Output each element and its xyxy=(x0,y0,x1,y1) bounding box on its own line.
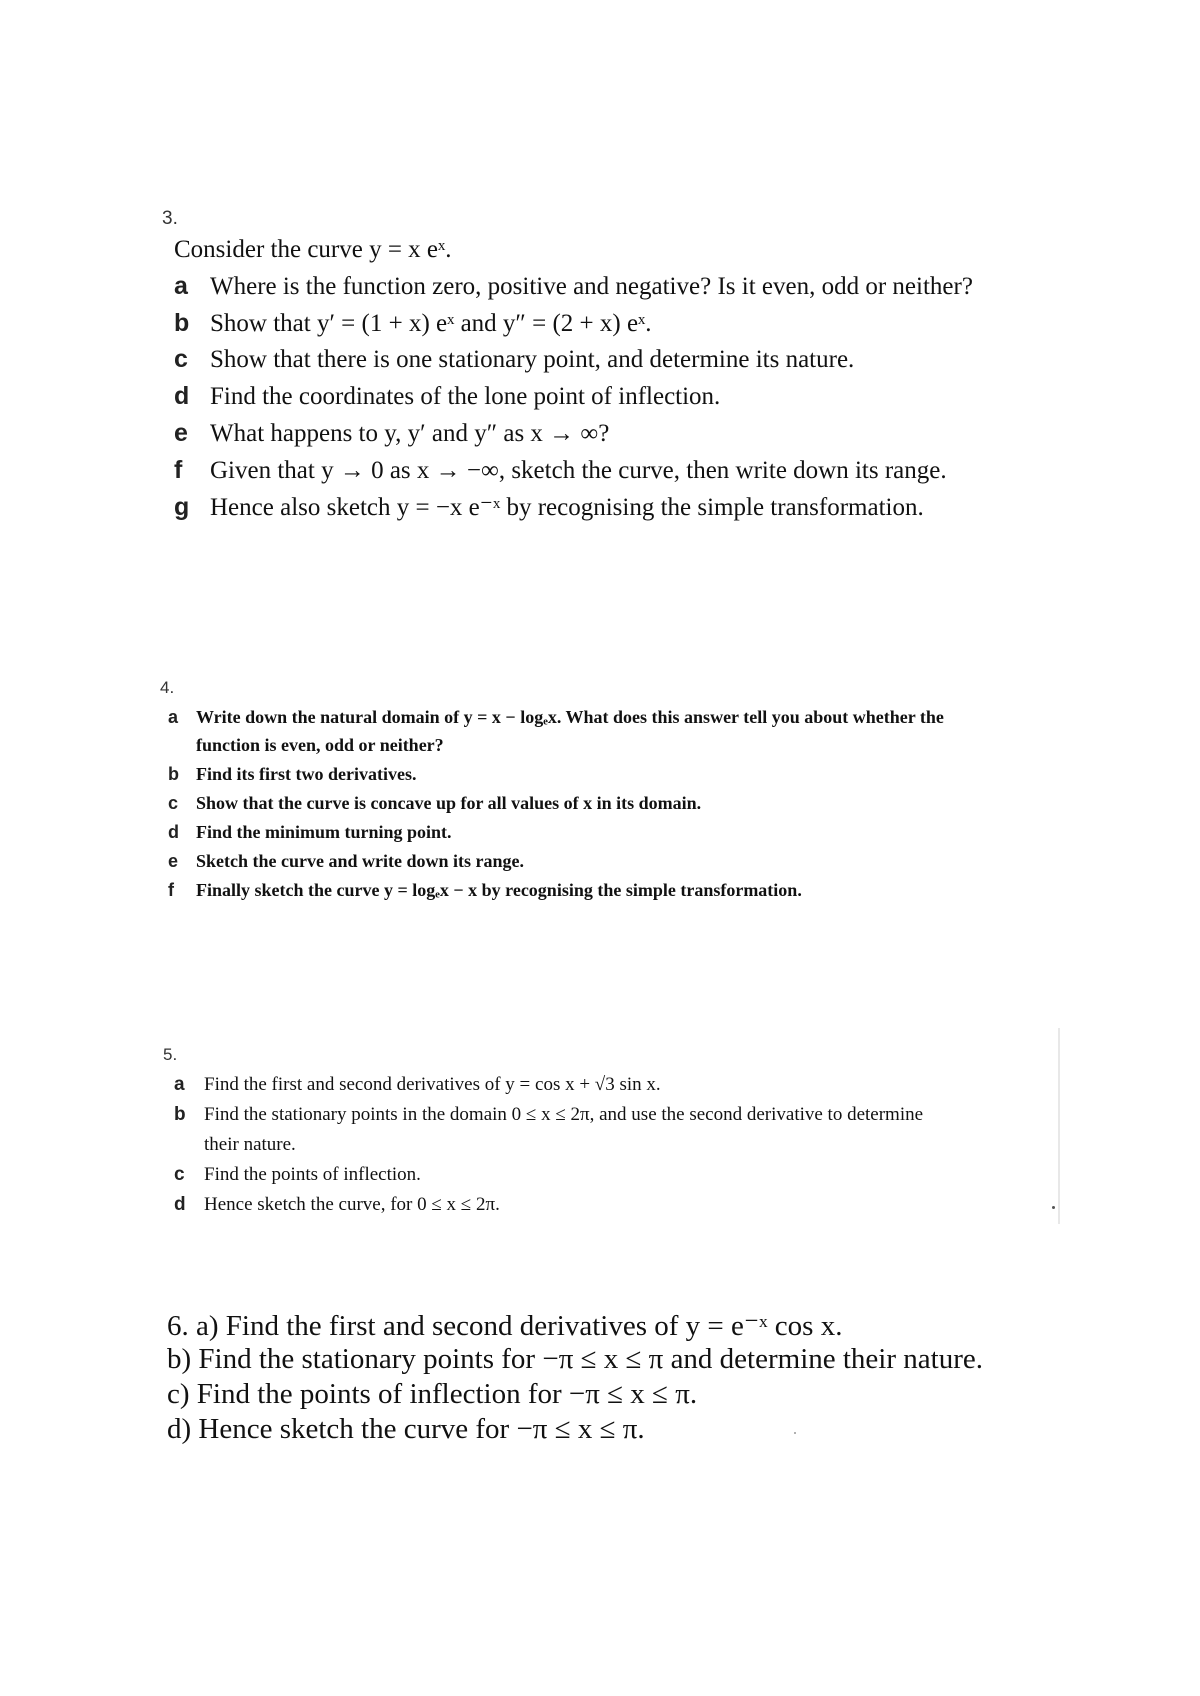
part-label: a xyxy=(174,1074,185,1095)
part-label: c xyxy=(174,345,188,373)
part-text: Find the points of inflection. xyxy=(204,1164,421,1185)
question-3-part-b xyxy=(174,309,652,338)
part-label: a xyxy=(174,272,188,300)
part-label: d xyxy=(174,382,190,410)
part-label: e xyxy=(168,851,179,871)
question-5-part-d xyxy=(174,1194,500,1216)
part-label: b xyxy=(174,309,190,337)
part-text: 6. a) Find the first and second derivatives of y = e⁻ˣ cos x. xyxy=(167,1310,843,1342)
question-4-part-e xyxy=(168,851,524,872)
question-4-part-a xyxy=(168,707,944,728)
question-3-intro xyxy=(174,236,452,264)
question-5-part-b xyxy=(174,1104,923,1126)
question-6-line-a xyxy=(167,1308,842,1343)
part-label: b xyxy=(168,764,179,784)
part-text: Where is the function zero, positive and negative? Is it even, odd or neither? xyxy=(210,273,973,300)
part-label: f xyxy=(168,880,174,900)
question-5-part-b-cont xyxy=(174,1134,296,1156)
part-text: function is even, odd or neither? xyxy=(196,735,444,755)
part-text: Find the minimum turning point. xyxy=(196,822,452,842)
question-3-intro-text: Consider the curve y = x eˣ. xyxy=(174,236,452,263)
question-4-part-a-cont xyxy=(168,735,444,756)
question-3-part-d xyxy=(174,382,720,411)
question-3-part-g xyxy=(174,492,924,522)
part-text: b) Find the stationary points for −π ≤ x ≤ π and determine their nature. xyxy=(167,1343,983,1375)
part-label: a xyxy=(168,707,179,727)
part-label: d xyxy=(168,822,179,842)
question-4-part-c xyxy=(168,793,701,814)
part-text: Find the stationary points in the domain 0 ≤ x ≤ 2π, and use the second derivative to determine xyxy=(204,1104,924,1125)
part-label: c xyxy=(174,1164,185,1185)
part-text: Finally sketch the curve y = logₑx − x by recognising the simple transformation. xyxy=(196,880,802,900)
part-text: Hence sketch the curve, for 0 ≤ x ≤ 2π. xyxy=(204,1194,500,1215)
part-text: d) Hence sketch the curve for −π ≤ x ≤ π. xyxy=(167,1413,645,1445)
question-4-number: 4. xyxy=(160,678,175,697)
part-label: d xyxy=(174,1194,186,1215)
part-text: Write down the natural domain of y = x − logₑx. What does this answer tell you about whether the xyxy=(196,707,944,727)
part-text: Find its first two derivatives. xyxy=(196,764,417,784)
part-text: Show that y′ = (1 + x) eˣ and y″ = (2 + x) eˣ. xyxy=(210,310,652,337)
part-text: Given that y → 0 as x → −∞, sketch the curve, then write down its range. xyxy=(210,457,947,484)
question-3-number: 3. xyxy=(162,208,178,229)
question-5-number: 5. xyxy=(163,1045,178,1064)
part-text: Hence also sketch y = −x e⁻ˣ by recognising the simple transformation. xyxy=(210,494,924,521)
question-5-part-a xyxy=(174,1074,661,1096)
part-label: b xyxy=(174,1104,186,1125)
part-text: their nature. xyxy=(204,1134,296,1155)
question-3-part-e xyxy=(174,419,609,448)
part-text: Find the coordinates of the lone point of inflection. xyxy=(210,383,721,410)
question-6-line-d xyxy=(167,1413,645,1446)
question-3-part-c xyxy=(174,345,854,374)
part-label: f xyxy=(174,456,183,484)
question-4-part-b xyxy=(168,764,416,785)
part-text: What happens to y, y′ and y″ as x → ∞? xyxy=(210,420,610,447)
part-text: c) Find the points of inflection for −π ≤ x ≤ π. xyxy=(167,1378,698,1410)
part-label: e xyxy=(174,419,188,447)
question-4-part-d xyxy=(168,822,452,843)
part-label: g xyxy=(174,493,190,521)
question-3-part-f xyxy=(174,456,947,485)
scan-speck xyxy=(794,1432,796,1434)
question-4-part-f xyxy=(168,880,802,901)
part-text: Find the first and second derivatives of y = cos x + √3 sin x. xyxy=(204,1074,661,1095)
question-6-line-c xyxy=(167,1378,697,1411)
scan-speck xyxy=(1052,1206,1055,1209)
question-3-part-a xyxy=(174,272,973,301)
question-6-line-b xyxy=(167,1343,983,1376)
part-text: Show that the curve is concave up for all values of x in its domain. xyxy=(196,793,702,813)
question-5-part-c xyxy=(174,1164,421,1186)
part-label: c xyxy=(168,793,179,813)
part-text: Show that there is one stationary point, and determine its nature. xyxy=(210,346,855,373)
part-text: Sketch the curve and write down its range. xyxy=(196,851,524,871)
